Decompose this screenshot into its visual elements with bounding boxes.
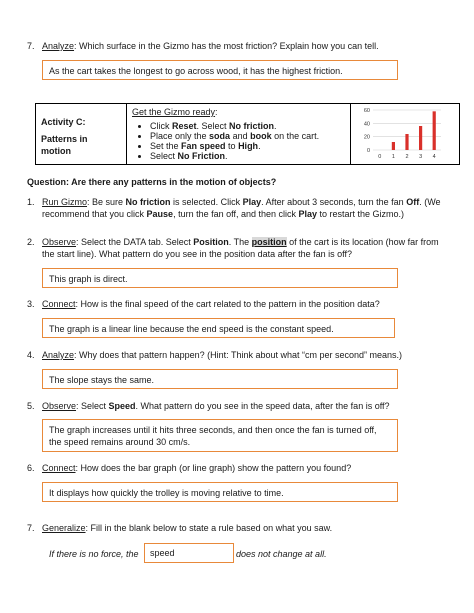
question-7-analyze: [27, 40, 447, 52]
ready-item-reset: • Click Reset. Select No friction.: [150, 121, 345, 131]
answer-box-q5[interactable]: [42, 419, 398, 452]
question-label: Connect: [42, 299, 76, 309]
answer-text: The slope stays the same.: [49, 375, 155, 385]
question-number: 5.: [27, 401, 35, 411]
question-label: Analyze: [42, 41, 75, 51]
answer-box-q4[interactable]: [42, 369, 398, 389]
question-text: : How does the bar graph (or line graph) show the pattern you found?: [75, 463, 352, 473]
question-1: 1. Run Gizmo: Be sure No friction is selected. Click Play. After about 3 seconds, turn the fan Off. (We recommend that you click Pause, turn the fan off, and then click Play to restart the Gizmo.): [27, 197, 441, 219]
question-6: [27, 462, 447, 474]
ready-item-fan: • Set the Fan speed to High.: [150, 141, 345, 151]
bar-1: [392, 142, 395, 150]
question-number: 3.: [27, 299, 35, 309]
activity-title: Activity C:: [41, 117, 86, 127]
y-tick-label: 20: [363, 134, 370, 141]
question-number: 7.: [27, 41, 35, 51]
bar-4: [433, 111, 436, 150]
question-heading: Question: Are there any patterns in the motion of objects?: [27, 177, 277, 187]
question-number: 1.: [27, 197, 35, 207]
gizmo-ready-list: [132, 121, 345, 161]
question-label: Observe: [42, 401, 77, 411]
answer-text: It displays how quickly the trolley is moving relative to time.: [49, 488, 284, 498]
rule-blank-input[interactable]: [144, 543, 234, 563]
answer-box-q6[interactable]: [42, 482, 398, 502]
answer-text: The graph increases until it hits three seconds, and then once the fan is turned off, the speed remains around 30 cm/s.: [49, 425, 377, 447]
question-number: 2.: [27, 237, 35, 247]
rule-tail-text: does not change at all.: [236, 549, 327, 559]
answer-text: The graph is a linear line because the end speed is the constant speed.: [49, 324, 334, 334]
answer-text: This graph is direct.: [49, 274, 128, 284]
question-text: : How is the final speed of the cart related to the pattern in the position data?: [75, 299, 380, 309]
question-label: Generalize: [42, 523, 86, 533]
activity-instructions-cell: Get the Gizmo ready: • Click Reset. Select No friction. • Place only the soda and book on the cart. • Set the Fan speed to High. • Select No Friction.: [127, 104, 351, 165]
x-tick-label: 0: [378, 154, 382, 160]
question-2: 2. Observe: Select the DATA tab. Select Position. The position of the cart is its location (how far from the start line). What pattern do you see in the position data after the fan is off?: [27, 237, 439, 259]
activity-subtitle: Patterns in motion: [41, 134, 88, 156]
activity-c-table: [35, 103, 460, 165]
question-text: : Fill in the blank below to state a rule based on what you saw.: [85, 523, 333, 533]
question-5: 5. Observe: Select Speed. What pattern do you see in the speed data, after the fan is off?: [27, 401, 390, 411]
bar-3: [419, 126, 422, 150]
question-number: 6.: [27, 463, 35, 473]
question-3: [27, 298, 447, 310]
question-number: 7.: [27, 523, 35, 533]
question-text: : Why does that pattern happen? (Hint: Think about what “cm per second” means.): [74, 350, 403, 360]
question-label: Run Gizmo: [42, 197, 88, 207]
ready-item-friction: • Select No Friction.: [150, 151, 345, 161]
y-tick-label: 0: [366, 148, 370, 154]
x-tick-label: 1: [391, 154, 395, 160]
ready-item-cart: • Place only the soda and book on the cart.: [150, 131, 345, 141]
x-tick-label: 3: [419, 154, 423, 160]
question-text: : Which surface in the Gizmo has the most friction? Explain how you can tell.: [74, 41, 379, 51]
rule-lead-text: If there is no force, the: [49, 549, 139, 559]
activity-title-cell: [36, 104, 127, 165]
bar-2: [405, 134, 408, 150]
y-tick-label: 40: [363, 121, 370, 128]
answer-box-q3[interactable]: [42, 318, 395, 338]
question-number: 4.: [27, 350, 35, 360]
question-7-generalize: [27, 522, 447, 534]
y-tick-label: 60: [363, 108, 370, 114]
answer-box-q7-analyze[interactable]: [42, 60, 398, 80]
question-label: Observe: [42, 237, 77, 247]
x-tick-label: 2: [405, 154, 409, 160]
x-tick-label: 4: [432, 154, 436, 160]
question-label: Analyze: [42, 350, 75, 360]
activity-chart-cell: [351, 104, 460, 165]
answer-text: As the cart takes the longest to go across wood, it has the highest friction.: [49, 66, 343, 76]
rule-blank-value: speed: [150, 548, 175, 558]
question-4: [27, 349, 447, 361]
position-bar-chart: [355, 106, 445, 162]
question-label: Connect: [42, 463, 76, 473]
answer-box-q2[interactable]: [42, 268, 398, 288]
gizmo-ready-heading: Get the Gizmo ready: [132, 107, 216, 117]
